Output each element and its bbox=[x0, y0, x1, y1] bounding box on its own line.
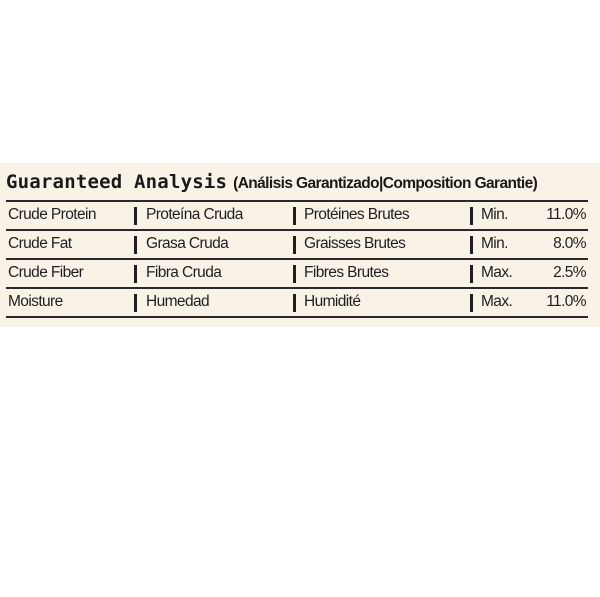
nutrient-english: Crude Protein bbox=[8, 206, 96, 223]
nutrient-qualifier: Max. bbox=[481, 293, 513, 310]
title-translations: (Análisis Garantizado|Composition Garantie) bbox=[233, 175, 538, 192]
nutrient-english: Crude Fat bbox=[8, 235, 72, 252]
nutrient-spanish: Humedad bbox=[146, 293, 210, 310]
table-row bbox=[6, 287, 588, 318]
column-separator bbox=[293, 294, 296, 312]
nutrient-french: Protéines Brutes bbox=[304, 206, 409, 223]
nutrient-value: 8.0% bbox=[553, 235, 586, 252]
nutrient-spanish: Proteína Cruda bbox=[146, 206, 243, 223]
nutrient-english: Crude Fiber bbox=[8, 264, 84, 281]
guaranteed-analysis-panel bbox=[0, 163, 600, 327]
nutrient-french: Humidité bbox=[304, 293, 361, 310]
nutrient-english: Moisture bbox=[8, 293, 63, 310]
nutrient-qualifier: Min. bbox=[481, 206, 508, 223]
column-separator bbox=[134, 236, 137, 254]
analysis-table bbox=[6, 200, 588, 318]
column-separator bbox=[134, 294, 137, 312]
nutrient-spanish: Grasa Cruda bbox=[146, 235, 229, 252]
column-separator bbox=[293, 265, 296, 283]
column-separator bbox=[470, 294, 473, 312]
column-separator bbox=[470, 265, 473, 283]
panel-title bbox=[6, 171, 537, 193]
nutrient-value: 11.0% bbox=[546, 293, 586, 310]
column-separator bbox=[470, 236, 473, 254]
table-row bbox=[6, 258, 588, 287]
nutrient-qualifier: Min. bbox=[481, 235, 508, 252]
title-main: Guaranteed Analysis bbox=[6, 171, 228, 193]
column-separator bbox=[134, 207, 137, 225]
nutrient-value: 2.5% bbox=[553, 264, 586, 281]
column-separator bbox=[134, 265, 137, 283]
nutrient-spanish: Fibra Cruda bbox=[146, 264, 222, 281]
column-separator bbox=[293, 236, 296, 254]
table-row bbox=[6, 200, 588, 229]
nutrient-french: Graisses Brutes bbox=[304, 235, 406, 252]
table-row bbox=[6, 229, 588, 258]
column-separator bbox=[293, 207, 296, 225]
nutrient-french: Fibres Brutes bbox=[304, 264, 389, 281]
nutrient-value: 11.0% bbox=[546, 206, 586, 223]
nutrient-qualifier: Max. bbox=[481, 264, 513, 281]
column-separator bbox=[470, 207, 473, 225]
